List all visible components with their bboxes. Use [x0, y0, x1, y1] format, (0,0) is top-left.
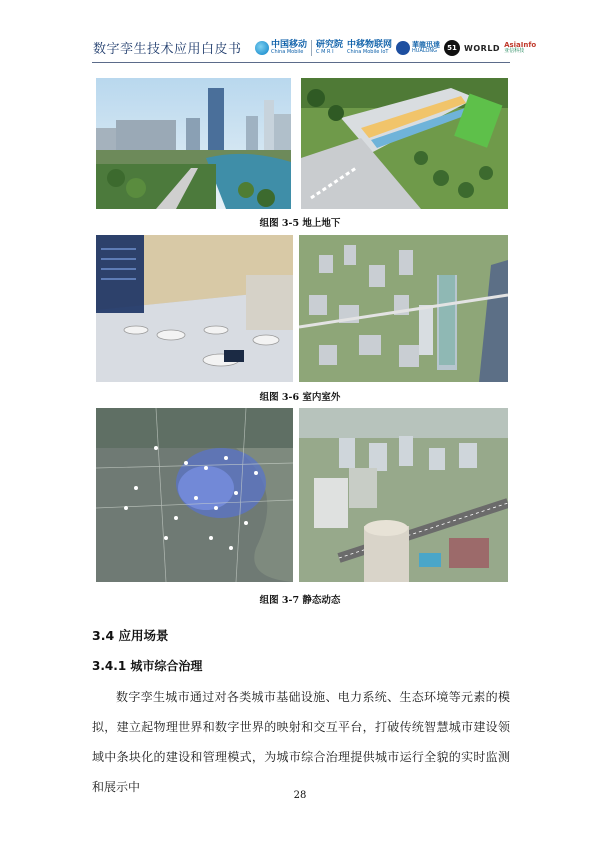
china-mobile-icon — [255, 41, 269, 55]
hualong-icon — [396, 41, 410, 55]
header-title: 数字孪生技术应用白皮书 — [93, 42, 242, 57]
world51-text: WORLD — [464, 43, 501, 53]
body-paragraph: 数字孪生城市通过对各类城市基础设施、电力系统、生态环境等元素的模拟，建立起物理世界和数字世界的映射和交互平台，打破传统智慧城市建设领域中条块化的建设和管理模式，为城市综合治理提供城市运行全貌的实时监测和展示中 — [92, 690, 510, 794]
page-header — [0, 0, 600, 66]
page-number: 28 — [293, 790, 307, 801]
hualong-sub: HUALONG — [412, 48, 438, 54]
cmri-logo — [316, 41, 343, 55]
cmri-name: 研究院 — [316, 40, 344, 50]
china-mobile-logo — [255, 41, 307, 55]
subsection-heading: 3.4.1 城市综合治理 — [92, 659, 203, 673]
cmri-sub: C M R I — [316, 49, 334, 55]
iot-sub: China Mobile IoT — [347, 49, 389, 55]
hualong-logo — [396, 41, 440, 55]
figure-caption: 组图 3-7 静态动态 — [259, 595, 341, 606]
static-map-image — [96, 408, 293, 582]
city-skyline-image — [96, 78, 291, 209]
underground-station-image — [301, 78, 508, 209]
asiainfo-name: AsiaInfo — [504, 41, 537, 49]
figure-caption: 组图 3-5 地上地下 — [259, 218, 341, 229]
asiainfo-sub: 亚信科技 — [504, 48, 525, 54]
outdoor-city-aerial-image — [299, 235, 508, 382]
logo-divider — [311, 40, 312, 56]
hualong-name: 華龍迅達 — [412, 41, 441, 49]
world51-icon: 51 — [444, 40, 460, 56]
dynamic-city-image — [299, 408, 508, 582]
china-mobile-sub: China Mobile — [271, 49, 304, 55]
asiainfo-logo — [504, 42, 536, 54]
section-heading: 3.4 应用场景 — [92, 628, 169, 643]
china-mobile-name: 中国移动 — [271, 40, 308, 50]
indoor-cafeteria-image — [96, 235, 293, 382]
header-rule — [92, 62, 510, 63]
iot-name: 中移物联网 — [347, 40, 393, 50]
iot-logo — [347, 41, 392, 55]
partner-logos — [255, 38, 536, 58]
figure-caption: 组图 3-6 室内室外 — [259, 392, 341, 403]
